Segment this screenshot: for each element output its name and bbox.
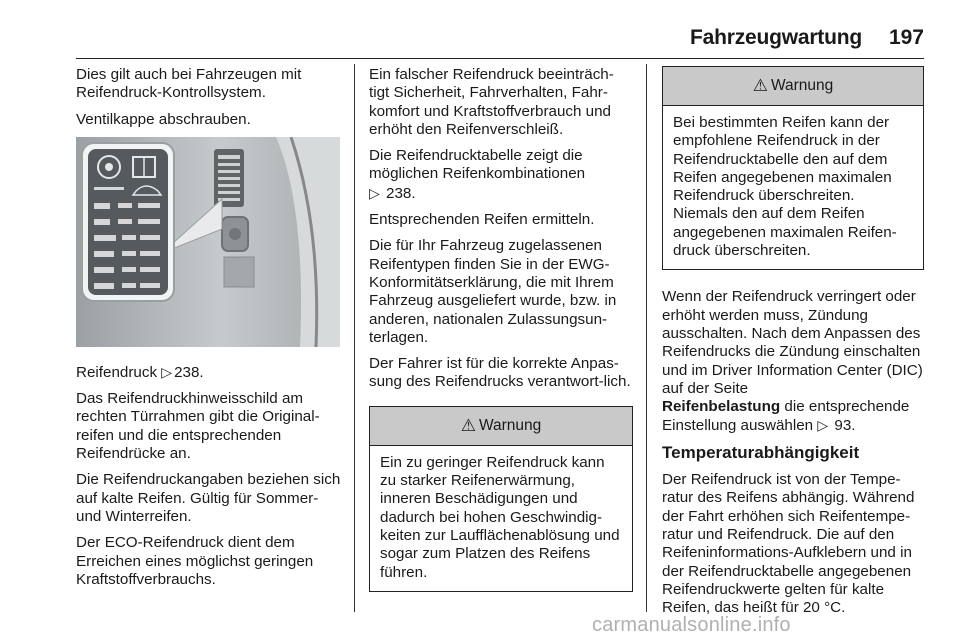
column-1 [76,66,344,597]
triangle-right-icon: ▷ [369,184,380,201]
col2-paragraph-4: Die für Ihr Fahrzeug zugelassenen Reifentypen finden Sie in der EWG-Konformitätserklärung, die mit Ihrem Fahrzeug ausgeliefert wurde, bzw. in anderen, nationalen Zulassungsun-terlagen. [369,237,617,346]
warning-body [370,446,632,591]
column-2 [369,66,633,606]
warning-text: Ein zu geringer Reifendruck kann zu starker Reifenerwärmung, inneren Beschädigungen und dadurch bei hohen Geschwindig-keiten zur Laufflächenablösung und sogar zum Platzen des Reifens führen. [380,453,620,581]
col2-paragraph-3: Entsprechenden Reifen ermitteln. [369,211,595,229]
page-header [76,26,924,58]
warning-triangle-icon: ⚠ [752,75,768,95]
col3-paragraph-1 [662,288,924,435]
page-number: 197 [888,26,924,49]
column-3 [662,66,924,625]
section-heading-temperature: Temperaturabhängigkeit [662,442,860,462]
warning-title: Warnung [478,416,542,434]
col2-paragraph-2-text: Die Reifendrucktabelle zeigt die möglichen Reifenkombinationen [369,147,586,183]
col3-paragraph-1-tail: die entsprechende Einstellung auswählen [662,398,910,435]
col3-paragraph-1-ref[interactable]: 93. [834,417,856,435]
warning-box-low-pressure [369,406,633,592]
col2-paragraph-1: Ein falscher Reifendruck beeinträch-tigt Sicherheit, Fahrverhalten, Fahr-komfort und Kraftstoffverbrauch und erhöht den Reifenverschleiß. [369,66,614,138]
col1-paragraph-3 [76,363,344,382]
column-divider-2 [646,64,647,612]
col2-paragraph-2 [369,147,633,203]
tire-pressure-label-figure [76,137,340,347]
col1-paragraph-3-ref[interactable]: 238. [174,363,204,381]
warning-header [663,67,923,106]
col1-paragraph-3-text: Reifendruck [76,363,158,381]
col1-paragraph-1: Dies gilt auch bei Fahrzeugen mit Reifendruck-Kontrollsystem. [76,66,302,102]
col1-paragraph-4: Das Reifendruckhinweisschild am rechten Türrahmen gibt die Original-reifen und die entsprechenden Reifendrücke an. [76,390,320,463]
col2-paragraph-5: Der Fahrer ist für die korrekte Anpas-sung des Reifendrucks verantwort-lich. [369,355,631,391]
col3-paragraph-1-text: Wenn der Reifendruck verringert oder erhöht werden muss, Zündung ausschalten. Nach dem Anpassen des Reifendrucks die Zündung einschalten und im Driver Information Center (DIC) auf der Seite [662,288,923,397]
warning-text: Bei bestimmten Reifen kann der empfohlene Reifendruck in der Reifendrucktabelle den auf dem Reifen angegebenen maximalen Reifendruck überschreiten. Niemals den auf dem Reifen angegebenen maximalen Reifen-druck überschreiten. [673,114,897,260]
col1-paragraph-6: Der ECO-Reifendruck dient dem Erreichen eines möglichst geringen Kraftstoffverbrauchs. [76,534,314,588]
warning-triangle-icon: ⚠ [460,415,476,435]
col3-paragraph-2: Der Reifendruck ist von der Tempe-ratur des Reifens abhängig. Während der Fahrt erhöhen sich Reifentempe-ratur und Reifendruck. Die auf den Reifeninformations-Aufklebern und in der Reifendrucktabelle angegebenen Reifendruckwerte gelten für kalte Reifen, das heißt für 20 °C. [662,471,915,617]
reifenbelastung-term: Reifenbelastung [662,398,781,416]
page-title: Fahrzeugwartung [689,26,862,49]
watermark: carmanualsonline.info [592,614,791,636]
warning-header [370,407,632,446]
triangle-right-icon: ▷ [161,363,173,380]
header-rule [76,58,924,59]
door-frame-illustration [76,137,340,347]
warning-title: Warnung [770,76,834,94]
triangle-right-icon: ▷ [817,417,829,434]
column-divider-1 [354,64,355,612]
warning-box-max-pressure [662,66,924,270]
col1-paragraph-5: Die Reifendruckangaben beziehen sich auf kalte Reifen. Gültig für Sommer- und Winterreifen. [76,471,341,525]
warning-body [663,106,923,269]
col1-paragraph-2: Ventilkappe abschrauben. [76,110,251,128]
col2-paragraph-2-ref[interactable]: 238. [386,184,416,202]
